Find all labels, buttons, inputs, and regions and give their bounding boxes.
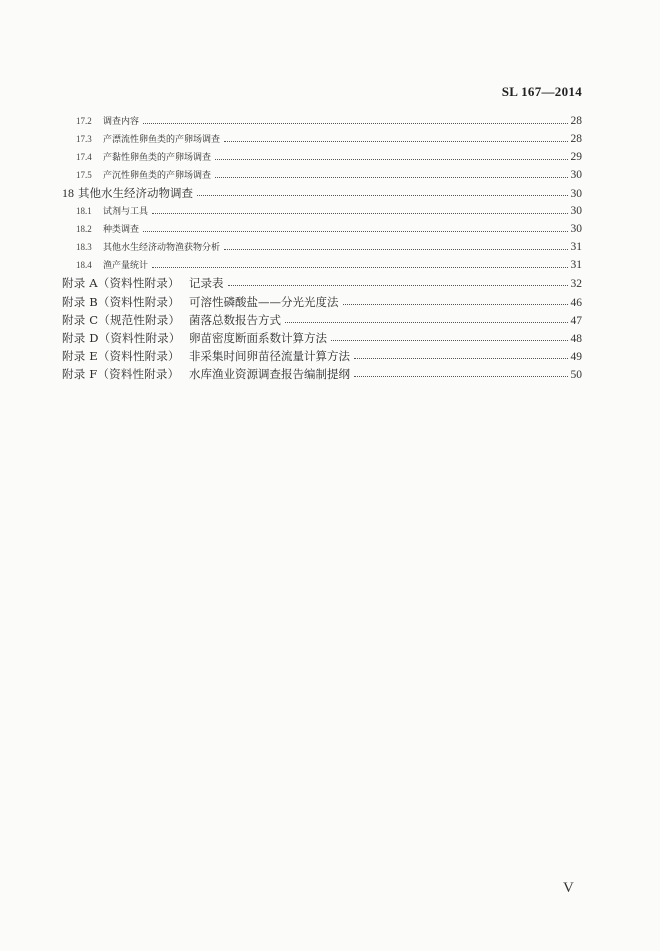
toc-entry-number: 17.5	[76, 170, 92, 180]
toc-entry-title: 非采集时间卵苗径流量计算方法	[189, 349, 350, 363]
dot-leader	[354, 357, 568, 359]
toc-entry-number: 18.4	[76, 260, 92, 270]
toc-entry-number: 18.2	[76, 224, 92, 234]
dot-leader	[215, 158, 567, 160]
toc-entry-title: 其他水生经济动物调查	[78, 186, 193, 200]
document-code-header: SL 167—2014	[501, 84, 582, 99]
dot-leader	[354, 375, 568, 377]
toc-appendix-entry[interactable]	[62, 366, 582, 382]
dot-leader	[197, 194, 568, 196]
toc-entry-page: 30	[570, 188, 582, 200]
toc-entry-number: 17.4	[76, 152, 92, 162]
toc-entry-title: 产沉性卵鱼类的产卵场调查	[103, 171, 212, 181]
toc-entry-page: 29	[570, 151, 582, 163]
toc-entry-page: 48	[570, 333, 582, 345]
toc-appendix-label: 附录 E（资料性附录）	[62, 349, 180, 363]
toc-entry-page: 28	[570, 115, 582, 127]
toc-entry-title: 可溶性磷酸盐——分光光度法	[189, 295, 339, 309]
toc-entry-title: 试剂与工具	[103, 207, 149, 217]
dot-leader	[228, 284, 568, 286]
toc-entry-title: 产漂流性卵鱼类的产卵场调查	[103, 135, 221, 145]
toc-appendix-entry[interactable]	[62, 275, 582, 291]
toc-entry-title: 卵苗密度断面系数计算方法	[189, 331, 327, 345]
toc-entry-number: 18.1	[76, 206, 92, 216]
toc-entry-number: 17.2	[76, 116, 92, 126]
toc-entry-page: 49	[570, 351, 582, 363]
dot-leader	[143, 230, 567, 232]
toc-entry-number: 17.3	[76, 134, 92, 144]
toc-entry-number: 18.3	[76, 242, 92, 252]
toc-entry-title: 水库渔业资源调查报告编制提纲	[189, 367, 350, 381]
toc-appendix-label: 附录 A（资料性附录）	[62, 276, 180, 290]
toc-entry-title: 菌落总数报告方式	[189, 313, 281, 327]
toc-appendix-label: 附录 B（资料性附录）	[62, 295, 180, 309]
dot-leader	[215, 176, 567, 178]
toc-entry[interactable]	[76, 240, 582, 253]
dot-leader	[285, 321, 568, 323]
dot-leader	[331, 339, 568, 341]
dot-leader	[152, 212, 567, 214]
toc-entry[interactable]	[76, 258, 582, 271]
toc-entry-page: 32	[570, 278, 582, 290]
toc-entry-number: 18	[62, 186, 74, 200]
page-number-footer: V	[563, 880, 574, 896]
toc-entry-page: 31	[570, 241, 582, 253]
toc-appendix-label: 附录 D（资料性附录）	[62, 331, 181, 345]
toc-chapter-entry[interactable]	[62, 185, 582, 201]
toc-entry[interactable]	[76, 150, 582, 163]
toc-entry[interactable]	[76, 168, 582, 181]
toc-entry[interactable]	[76, 222, 582, 235]
toc-entry-title: 渔产量统计	[103, 261, 149, 271]
toc-appendix-label: 附录 F（资料性附录）	[62, 367, 180, 381]
toc-entry-page: 31	[570, 259, 582, 271]
toc-entry-title: 其他水生经济动物渔获物分析	[103, 243, 221, 253]
toc-entry-title: 调查内容	[103, 117, 140, 127]
toc-entry-page: 47	[570, 315, 582, 327]
toc-appendix-entry[interactable]	[62, 312, 582, 328]
dot-leader	[143, 122, 567, 124]
toc-entry-page: 28	[570, 133, 582, 145]
dot-leader	[343, 303, 568, 305]
toc-entry-page: 50	[570, 369, 582, 381]
toc-entry-page: 30	[570, 223, 582, 235]
toc-appendix-entry[interactable]	[62, 348, 582, 364]
toc-entry[interactable]	[76, 114, 582, 127]
toc-appendix-entry[interactable]	[62, 294, 582, 310]
toc-entry-page: 46	[570, 297, 582, 309]
dot-leader	[224, 140, 567, 142]
toc-appendix-label: 附录 C（规范性附录）	[62, 313, 181, 327]
toc-entry-page: 30	[570, 169, 582, 181]
toc-entry[interactable]	[76, 132, 582, 145]
toc-appendix-entry[interactable]	[62, 330, 582, 346]
toc-entry-title: 种类调查	[103, 225, 140, 235]
dot-leader	[152, 266, 567, 268]
toc-entry-title: 产黏性卵鱼类的产卵场调查	[103, 153, 212, 163]
toc-entry-page: 30	[570, 205, 582, 217]
toc-entry-title: 记录表	[189, 276, 224, 290]
toc-entry[interactable]	[76, 204, 582, 217]
dot-leader	[224, 248, 567, 250]
